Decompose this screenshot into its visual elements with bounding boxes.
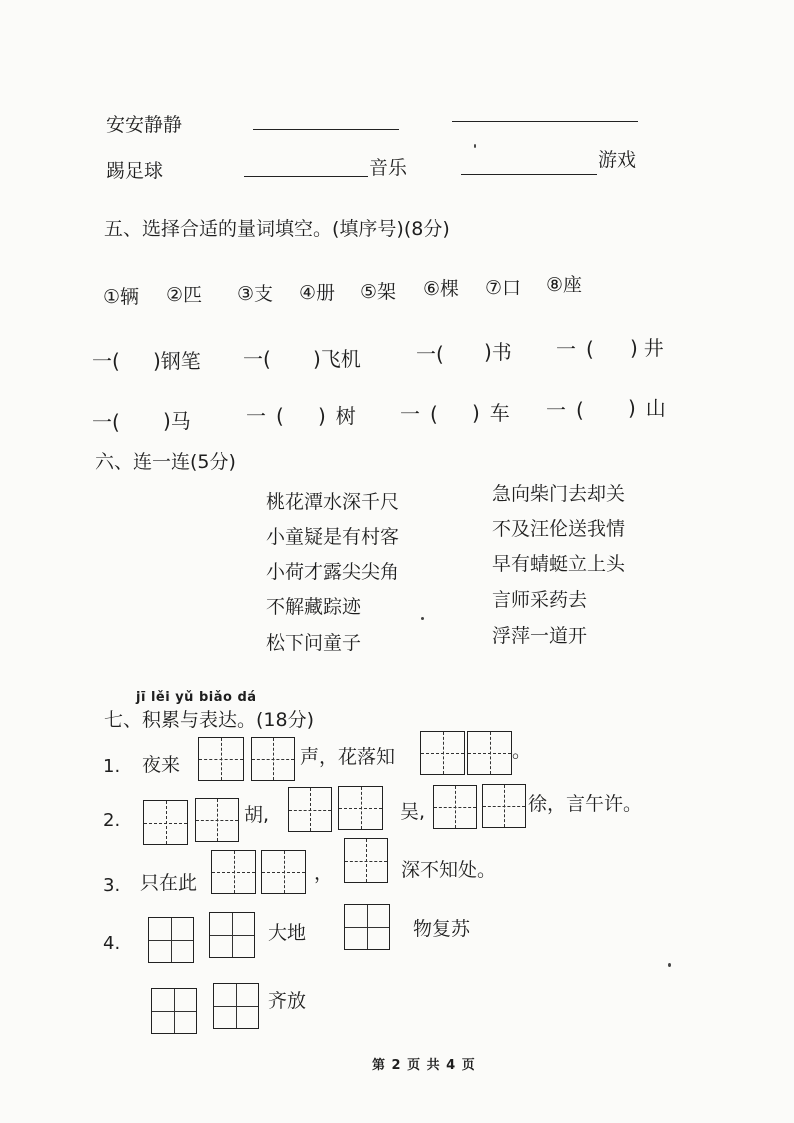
poem-line-right[interactable]: 急向柴门去却关 — [492, 483, 626, 505]
tian-grid-box[interactable] — [195, 798, 239, 842]
tian-grid-box[interactable] — [209, 912, 255, 958]
option-5: ⑤架 — [360, 281, 397, 303]
fill-suffix: )树 — [318, 404, 366, 428]
q3-text2: ， — [314, 862, 334, 884]
q4-text1: 大地 — [268, 922, 307, 944]
tian-grid-box[interactable] — [151, 988, 197, 1034]
q3-text3: 深不知处。 — [401, 859, 497, 881]
scan-speck — [474, 144, 476, 148]
tian-grid-box[interactable] — [198, 737, 244, 781]
answer-line[interactable] — [253, 129, 399, 130]
poem-line-left[interactable]: 桃花潭水深千尺 — [266, 491, 400, 513]
poem-line-left[interactable]: 小童疑是有村客 — [266, 526, 400, 548]
fill-prefix: 一( — [243, 347, 271, 371]
option-2: ②匹 — [166, 284, 203, 306]
fill-suffix: )书 — [484, 340, 512, 364]
tian-grid-box[interactable] — [261, 850, 306, 894]
tian-grid-box[interactable] — [482, 784, 526, 828]
poem-line-right[interactable]: 不及汪伦送我情 — [492, 518, 626, 540]
fill-prefix: 一( — [92, 349, 120, 373]
page-footer: 第 2 页 共 4 页 — [372, 1058, 475, 1073]
section5-title: 五、选择合适的量词填空。(填序号)(8分) — [104, 218, 450, 240]
tian-grid-box[interactable] — [420, 731, 465, 775]
q2-text1: 胡, — [244, 804, 270, 826]
fill-prefix: 一( — [92, 410, 120, 434]
fill-prefix: 一( — [400, 402, 448, 426]
q3-text1: 只在此 — [140, 872, 198, 894]
fill-prefix: 一( — [416, 342, 444, 366]
option-8: ⑧座 — [546, 274, 583, 296]
word-yinyue: 音乐 — [369, 157, 408, 179]
poem-line-left[interactable]: 小荷才露尖尖角 — [266, 561, 400, 583]
tian-grid-box[interactable] — [213, 983, 259, 1029]
option-1: ①辆 — [103, 286, 140, 308]
answer-line[interactable] — [461, 174, 597, 175]
fill-suffix: )马 — [163, 409, 191, 433]
fill-suffix: )山 — [628, 396, 676, 420]
fill-prefix: 一( — [546, 398, 594, 422]
tian-grid-box[interactable] — [344, 838, 388, 883]
word-anan-jingjing: 安安静静 — [106, 114, 183, 136]
tian-grid-box[interactable] — [251, 737, 295, 781]
tian-grid-box[interactable] — [143, 800, 188, 845]
word-ti-zuqiu: 踢足球 — [106, 160, 164, 182]
scan-speck — [668, 963, 671, 967]
word-youxi: 游戏 — [598, 149, 637, 171]
tian-grid-box[interactable] — [211, 850, 256, 894]
fill-suffix: )车 — [472, 401, 520, 425]
option-7: ⑦口 — [485, 277, 522, 299]
section7-title: 七、积累与表达。(18分) — [104, 709, 315, 731]
q1-text3: 。 — [512, 740, 532, 762]
option-6: ⑥棵 — [423, 278, 460, 300]
tian-grid-box[interactable] — [467, 731, 512, 775]
poem-line-left[interactable]: 不解藏踪迹 — [266, 596, 362, 618]
q2-text2: 吴, — [400, 801, 426, 823]
fill-prefix: 一( — [556, 337, 604, 361]
section7-pinyin: jī lěi yǔ biǎo dá — [136, 690, 257, 705]
q1-number: 1. — [103, 756, 121, 777]
tian-grid-box[interactable] — [433, 785, 477, 829]
poem-line-right[interactable]: 言师采药去 — [492, 589, 588, 611]
q3-number: 3. — [103, 875, 121, 896]
fill-suffix: )钢笔 — [153, 349, 201, 373]
tian-grid-box[interactable] — [338, 786, 383, 830]
q1-text2: 声，花落知 — [300, 746, 396, 768]
q4-text3: 齐放 — [268, 990, 307, 1012]
poem-line-left[interactable]: 松下问童子 — [266, 632, 362, 654]
q1-text1: 夜来 — [142, 754, 181, 776]
fill-suffix: )飞机 — [313, 347, 361, 371]
tian-grid-box[interactable] — [344, 904, 390, 950]
scan-speck — [421, 617, 424, 620]
q2-number: 2. — [103, 810, 121, 831]
option-4: ④册 — [299, 282, 336, 304]
tian-grid-box[interactable] — [148, 917, 194, 963]
poem-line-right[interactable]: 早有蜻蜓立上头 — [492, 553, 626, 575]
section6-title: 六、连一连(5分) — [95, 451, 236, 473]
tian-grid-box[interactable] — [288, 787, 332, 832]
q4-number: 4. — [103, 933, 121, 954]
answer-line[interactable] — [244, 176, 368, 177]
poem-line-right[interactable]: 浮萍一道开 — [492, 625, 588, 647]
q4-text2: 物复苏 — [413, 918, 471, 940]
q2-text3: 徐，言午许。 — [528, 793, 643, 815]
option-3: ③支 — [237, 283, 274, 305]
fill-prefix: 一( — [246, 404, 294, 428]
fill-suffix: )井 — [630, 336, 670, 360]
answer-line[interactable] — [452, 121, 638, 122]
